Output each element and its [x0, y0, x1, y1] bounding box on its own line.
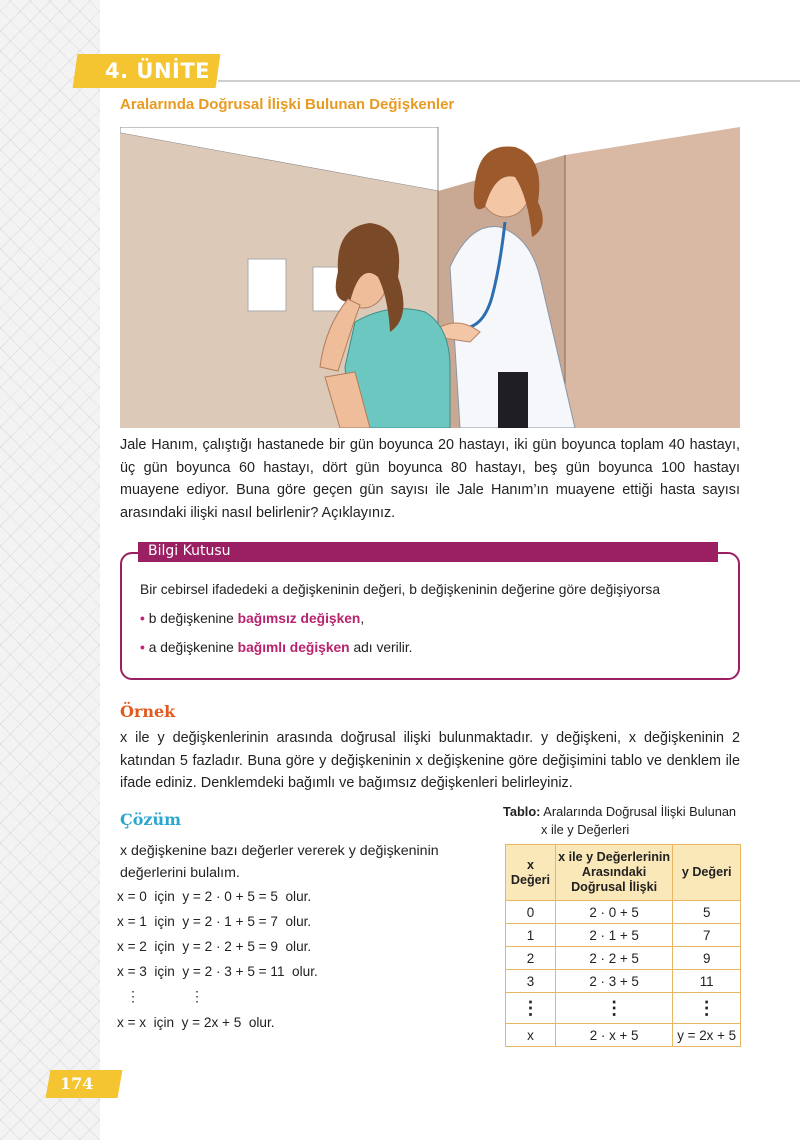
calc-line: x = 1 için y = 2 · 1 + 5 = 7 olur. — [117, 914, 312, 929]
info-box-intro: Bir cebirsel ifadedeki a değişkeninin değeri, b değişkeninin değerine göre değişiyorsa — [140, 582, 661, 597]
table-cell: 5 — [673, 901, 741, 924]
table-cell: 2 · 0 + 5 — [555, 901, 672, 924]
example-title: Örnek — [120, 702, 176, 721]
table-cell: 2 · 3 + 5 — [555, 970, 672, 993]
example-text: x ile y değişkenlerinin arasında doğrusal ilişki bulunmaktadır. y değişkeni, x değişkeninin 2 katından 5 fazladır. Buna göre y değişkeninin x değişkenine göre değişimini tablo ve denklem ile ifade ediniz. Denklemdeki bağımlı ve bağımsız değişkenleri belirleyiniz. — [120, 730, 740, 791]
table-row — [506, 924, 741, 947]
vertical-dots: ⋮ — [126, 988, 140, 1004]
table-row — [506, 901, 741, 924]
info-box-bullet-dependent — [140, 640, 413, 655]
bullet-text: a değişkenine — [148, 640, 238, 655]
solution-text: x değişkenine bazı değerler vererek y değişkeninin değerlerini bulalım. — [120, 843, 439, 881]
table-header-cell: x ile y Değerlerinin Arasındaki Doğrusal İlişki — [555, 845, 672, 901]
calc-line: x = 2 için y = 2 · 2 + 5 = 9 olur. — [117, 939, 312, 954]
table-cell: ⋮ — [506, 993, 556, 1024]
table-header-row — [506, 845, 741, 901]
table-caption — [503, 803, 743, 839]
page-number: 174 — [60, 1074, 94, 1093]
calc-line: x = 3 için y = 2 · 3 + 5 = 11 olur. — [117, 964, 318, 979]
header-rule — [218, 80, 800, 82]
table-cell: 2 — [506, 947, 556, 970]
vertical-dots: ⋮ — [190, 988, 204, 1004]
values-table — [505, 844, 741, 1047]
table-cell: 3 — [506, 970, 556, 993]
table-caption-label: Tablo: — [503, 804, 541, 819]
table-cell: 11 — [673, 970, 741, 993]
table-cell: 2 · 1 + 5 — [555, 924, 672, 947]
table-row — [506, 1024, 741, 1047]
table-cell: 0 — [506, 901, 556, 924]
table-cell: 1 — [506, 924, 556, 947]
solution-title: Çözüm — [120, 810, 182, 829]
table-row — [506, 947, 741, 970]
table-cell: 9 — [673, 947, 741, 970]
table-cell: 2 · 2 + 5 — [555, 947, 672, 970]
table-cell: 7 — [673, 924, 741, 947]
table-header-cell: y Değeri — [673, 845, 741, 901]
info-box-title: Bilgi Kutusu — [148, 543, 231, 559]
table-header-cell: x Değeri — [506, 845, 556, 901]
margin-pattern — [0, 0, 100, 1140]
term-dependent-variable: bağımlı değişken — [237, 640, 350, 655]
table-cell: ⋮ — [673, 993, 741, 1024]
info-box-bullet-independent — [140, 611, 364, 626]
illustration-doctor-patient — [120, 127, 740, 428]
table-cell: x — [506, 1024, 556, 1047]
table-cell: y = 2x + 5 — [673, 1024, 741, 1047]
bullet-icon: • — [140, 640, 145, 655]
table-cell: 2 · x + 5 — [555, 1024, 672, 1047]
table-caption-line2: x ile y Değerleri — [541, 822, 630, 837]
bullet-text-end: , — [360, 611, 365, 626]
table-row — [506, 970, 741, 993]
bullet-icon: • — [140, 611, 145, 626]
term-independent-variable: bağımsız değişken — [237, 611, 361, 626]
calc-line: x = x için y = 2x + 5 olur. — [117, 1015, 275, 1030]
table-row — [506, 993, 741, 1024]
unit-title: 4. ÜNİTE — [105, 59, 211, 83]
table-caption-line1: Aralarında Doğrusal İlişki Bulunan — [540, 804, 737, 819]
table-cell: ⋮ — [555, 993, 672, 1024]
intro-paragraph: Jale Hanım, çalıştığı hastanede bir gün boyunca 20 hastayı, iki gün boyunca toplam 40 hastayı, üç gün boyunca 60 hastayı, dört gün boyunca 80 hastayı, beş gün boyunca 100 hastayı muayene ediyor. Buna göre geçen gün sayısı ile Jale Hanım’ın muayene ettiği hasta sayısı arasındaki ilişki nasıl belirlenir? Açıklayınız. — [120, 437, 740, 521]
bullet-text-end: adı verilir. — [349, 640, 413, 655]
bullet-text: b değişkenine — [148, 611, 238, 626]
section-title: Aralarında Doğrusal İlişki Bulunan Değişkenler — [120, 96, 455, 113]
calc-line: x = 0 için y = 2 · 0 + 5 = 5 olur. — [117, 889, 312, 904]
